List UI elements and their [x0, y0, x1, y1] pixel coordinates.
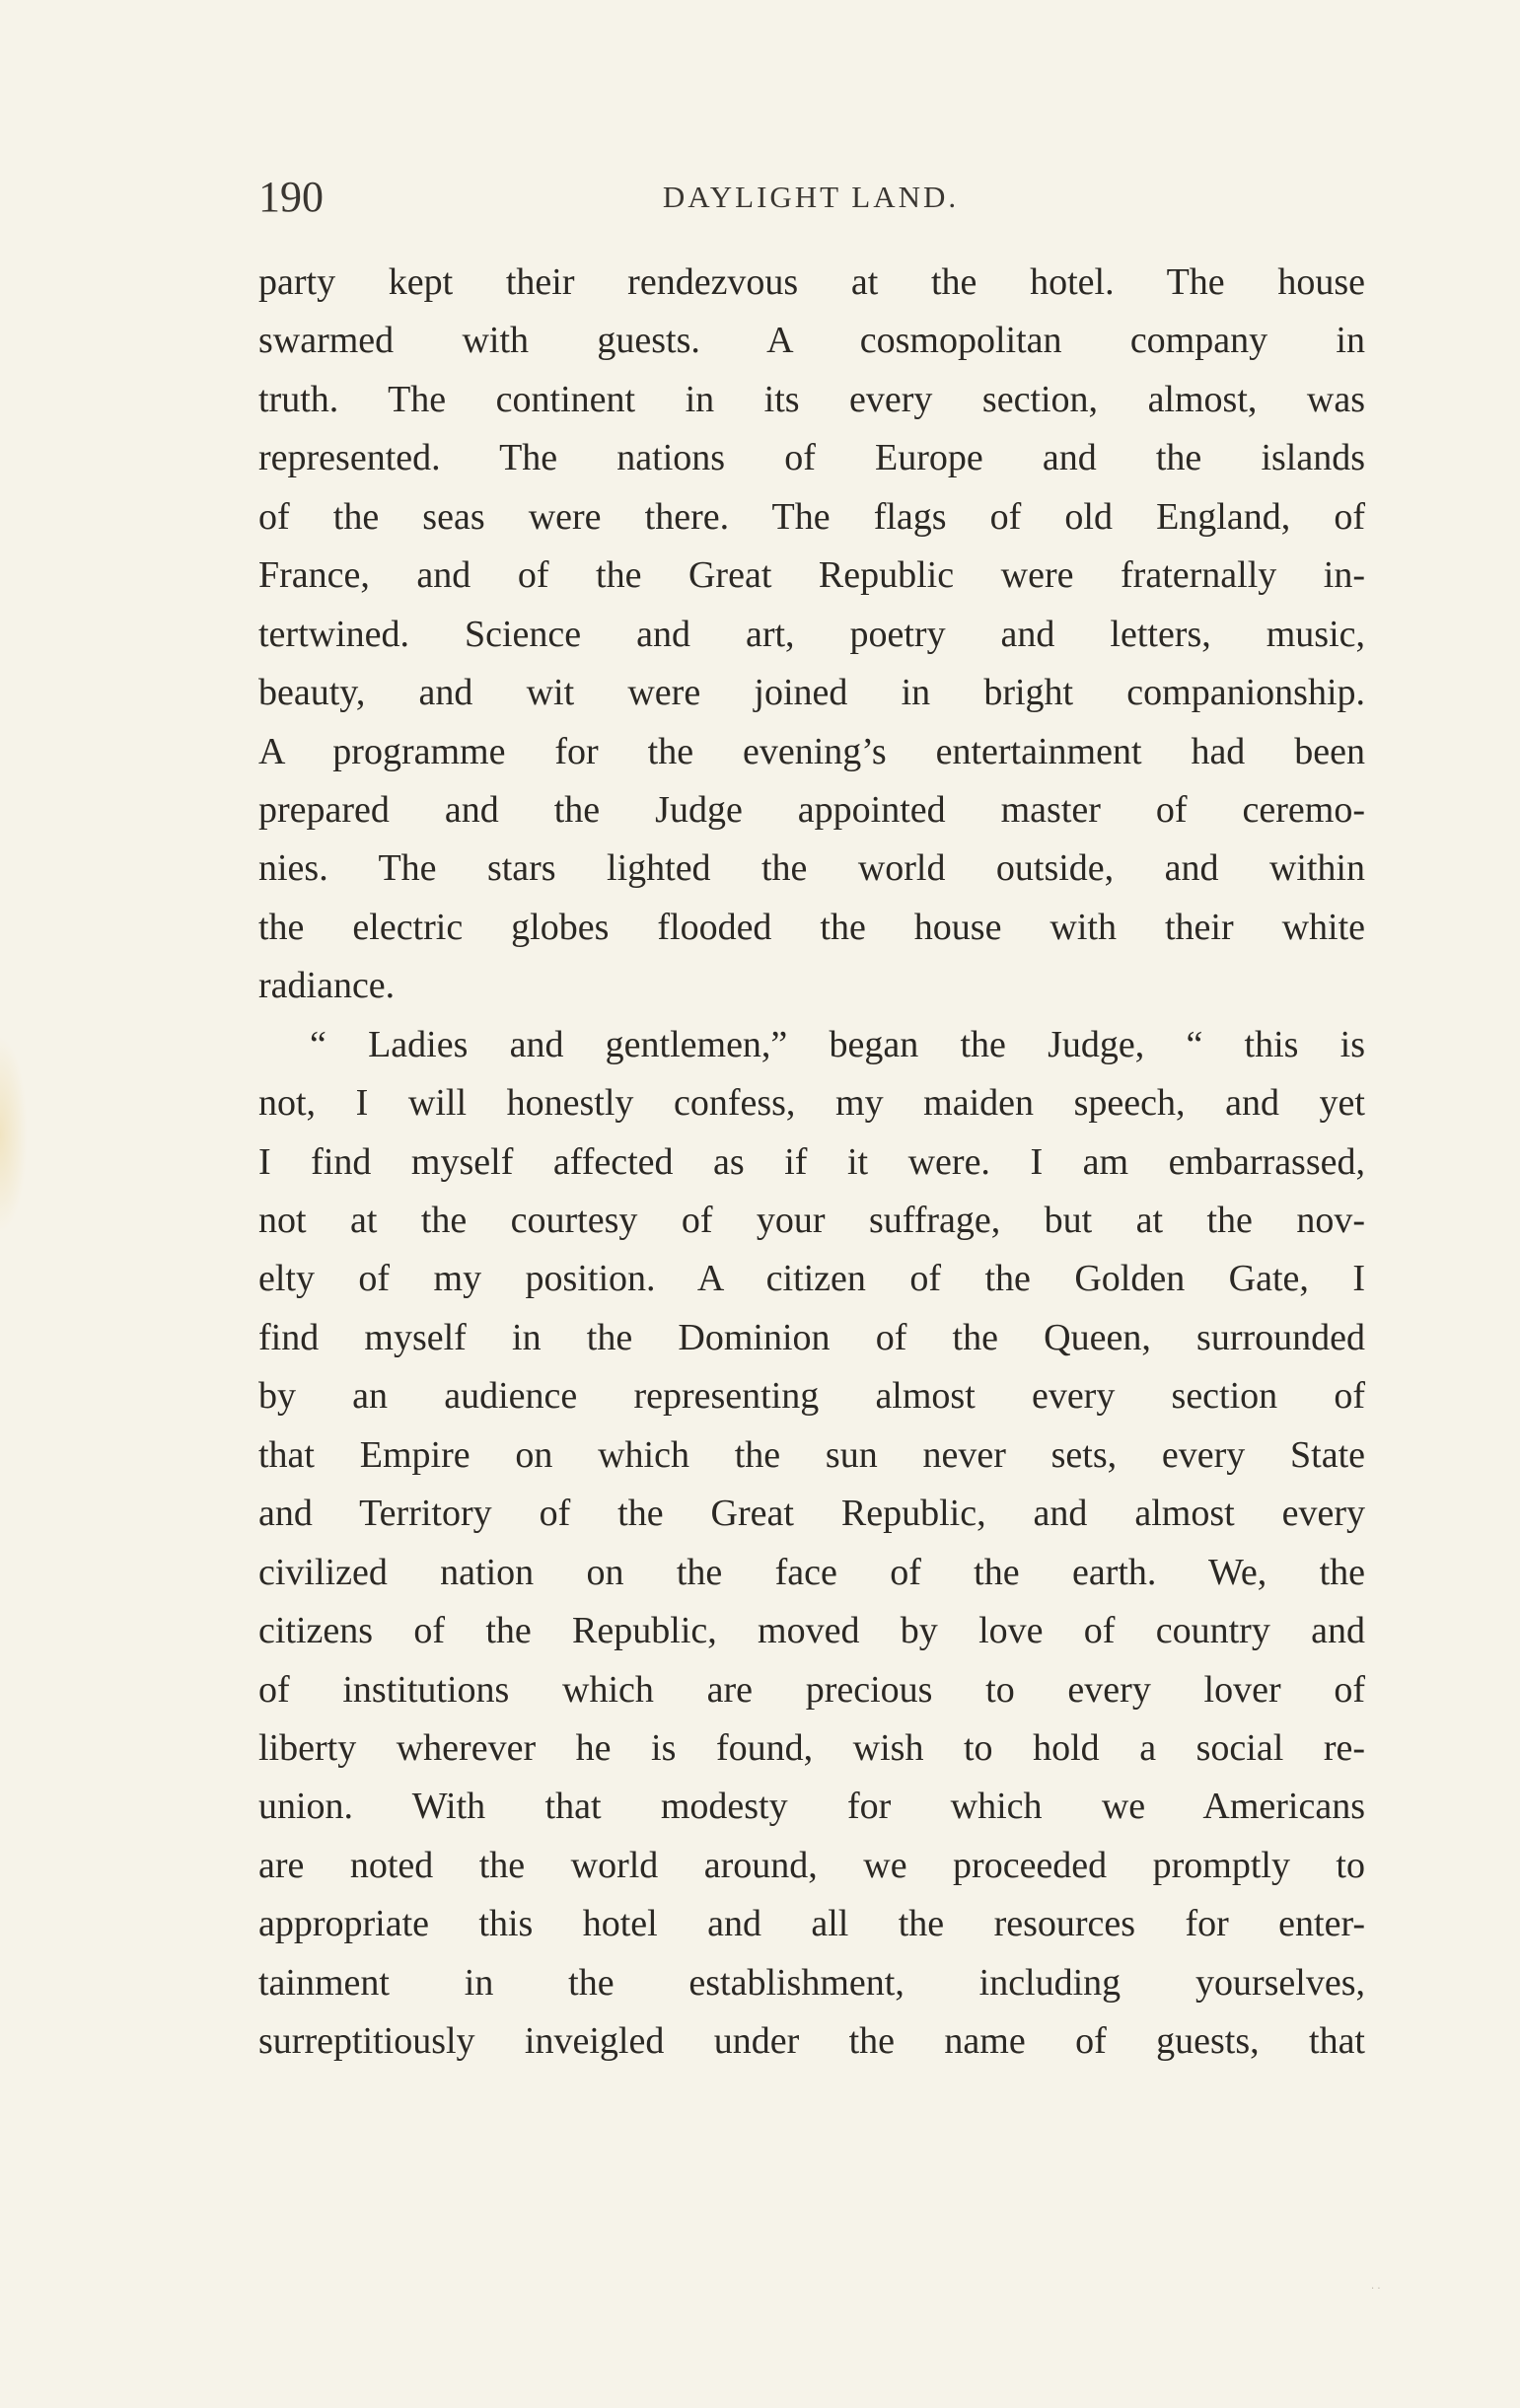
text-line: not at the courtesy of your suffrage, but at the nov- — [258, 1200, 1365, 1241]
text-line-paragraph-end: radiance. — [258, 965, 396, 1007]
text-line: represented. The nations of Europe and the islands — [258, 437, 1365, 479]
text-line: not, I will honestly confess, my maiden speech, and yet — [258, 1082, 1365, 1125]
text-line: party kept their rendezvous at the hotel. The house — [258, 261, 1365, 303]
text-line: find myself in the Dominion of the Queen, surrounded — [258, 1316, 1365, 1358]
text-line: the electric globes flooded the house with their white — [258, 906, 1365, 948]
text-line: elty of my position. A citizen of the Golden Gate, I — [258, 1258, 1365, 1300]
text-line: civilized nation on the face of the earth. We, the — [258, 1551, 1365, 1593]
text-line: of institutions which are precious to every lover of — [258, 1668, 1365, 1711]
text-line: I find myself affected as if it were. I am embarrassed, — [258, 1140, 1365, 1183]
body-text — [258, 254, 1365, 2072]
running-head: DAYLIGHT LAND. — [662, 180, 960, 214]
text-line: that Empire on which the sun never sets, every State — [258, 1433, 1365, 1476]
text-line: and Territory of the Great Republic, and almost every — [258, 1493, 1365, 1535]
text-line: swarmed with guests. A cosmopolitan company in — [258, 320, 1365, 362]
text-line: are noted the world around, we proceeded promptly to — [258, 1844, 1365, 1886]
text-line: tertwined. Science and art, poetry and letters, music, — [258, 613, 1365, 655]
text-line: appropriate this hotel and all the resources for enter- — [258, 1903, 1365, 1945]
paper-speck: · · — [1371, 2284, 1381, 2295]
text-line: citizens of the Republic, moved by love of country and — [258, 1610, 1365, 1652]
text-line: liberty wherever he is found, wish to hold a social re- — [258, 1726, 1365, 1769]
text-line: surreptitiously inveigled under the name of guests, that — [258, 2020, 1365, 2063]
text-line-paragraph-start: “ Ladies and gentlemen,” began the Judge, “ this is — [310, 1023, 1365, 1065]
text-line: beauty, and wit were joined in bright companionship. — [258, 672, 1365, 714]
text-line: union. With that modesty for which we Americans — [258, 1786, 1365, 1828]
text-line: A programme for the evening’s entertainment had been — [258, 730, 1365, 772]
text-line: tainment in the establishment, including yourselves, — [258, 1961, 1365, 2004]
text-line: prepared and the Judge appointed master of ceremo- — [258, 788, 1365, 831]
text-line: by an audience representing almost every section of — [258, 1375, 1365, 1418]
text-line: of the seas were there. The flags of old England, of — [258, 495, 1365, 538]
page-number: 190 — [258, 173, 324, 221]
text-line: nies. The stars lighted the world outside, and within — [258, 847, 1365, 890]
page-edge-stain — [0, 1036, 28, 1233]
text-line: France, and of the Great Republic were fraternally in- — [258, 554, 1365, 597]
page-header — [258, 168, 1363, 227]
text-line: truth. The continent in its every section, almost, was — [258, 378, 1365, 420]
